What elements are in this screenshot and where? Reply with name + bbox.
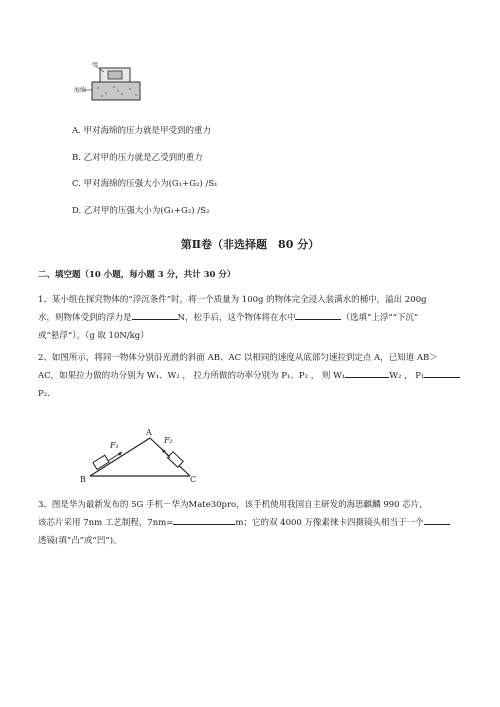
block-on-ac <box>168 452 184 467</box>
option-d[interactable]: D. 乙对甲的压强大小为(G₁+G₂) /S₂ <box>72 206 210 216</box>
sponge-block <box>92 82 140 100</box>
q3-blank-2[interactable] <box>424 515 450 525</box>
object-yi <box>108 71 122 79</box>
label-jia: 甲 <box>92 62 99 69</box>
label-b: B <box>80 475 86 484</box>
label-f1: F₁ <box>110 441 119 450</box>
q2-line2 <box>38 367 460 385</box>
label-c: C <box>190 475 197 484</box>
q3-line1: 3、图是华为最新发布的 5G 手机－华为Mate30pro，该手机使用我国自主研发的海思麒麟 990 芯片， <box>38 500 428 510</box>
q1-blank-2[interactable] <box>295 310 341 320</box>
q3-line3: 透镜(填“凸”或“凹”)。 <box>38 536 122 546</box>
q1-text-c: （选填“上浮”“下沉” <box>341 313 419 323</box>
sponge-figure <box>74 60 144 105</box>
block-on-ab <box>93 455 109 469</box>
slope-ab <box>90 438 150 476</box>
option-a[interactable]: A. 甲对海绵的压力就是甲受到的重力 <box>72 126 212 136</box>
incline-figure-drawing <box>80 428 200 488</box>
incline-figure <box>80 428 200 488</box>
label-f2: F₂ <box>164 436 173 445</box>
sponge-figure-drawing <box>74 60 144 105</box>
fill-header: 二、填空题（10 小题，每小题 3 分，共计 30 分） <box>38 270 236 280</box>
option-b[interactable]: B. 乙对甲的压力就是乙受到的重力 <box>72 153 203 163</box>
q1-text-a: 水，则物体受到的浮力是 <box>38 313 132 323</box>
q3-line2 <box>38 514 450 532</box>
q3-text-b: m；它的双 4000 万像素徕卡四摄镜头相当于一个 <box>235 518 424 528</box>
q3-text-a: 该芯片采用 7nm 工艺制程，7nm= <box>38 518 174 528</box>
q1-line3: 或“悬浮”）。（g 取 10N/kg） <box>38 331 149 341</box>
option-c[interactable]: C. 甲对海绵的压强大小为(G₁+G₂) /S₁ <box>72 179 218 189</box>
q2-text-a: AC，如果拉力做的功分别为 W₁、W₂ ， 拉力所做的功率分别为 P₁、P₂ ， 则 W₁ <box>38 371 346 381</box>
q1-line2 <box>38 309 418 327</box>
q1-text-b: N，松手后，这个物体将在水中 <box>177 313 296 323</box>
q2-text-b: W₂ ， P₁ <box>389 371 425 381</box>
q2-line1: 2、如图所示，将同一物体分别沿光滑的斜面 AB、AC 以相同的速度从底部匀速拉到定点 A，已知道 AB＞ <box>38 353 438 363</box>
q2-blank-2[interactable] <box>424 368 460 378</box>
q3-blank-1[interactable] <box>173 515 235 525</box>
label-sponge: 海绵 <box>74 87 87 94</box>
section-title: 第Ⅱ卷（非选择题 80 分） <box>180 238 320 251</box>
q2-blank-1[interactable] <box>345 368 389 378</box>
q1-line1: 1、某小组在探究物体的“浮沉条件”时，将一个质量为 100g 的物体完全浸入装满水的桶中，溢出 200g <box>38 295 427 305</box>
label-a: A <box>146 428 152 437</box>
q2-line3: P₂. <box>38 389 50 399</box>
q1-blank-1[interactable] <box>132 310 178 320</box>
